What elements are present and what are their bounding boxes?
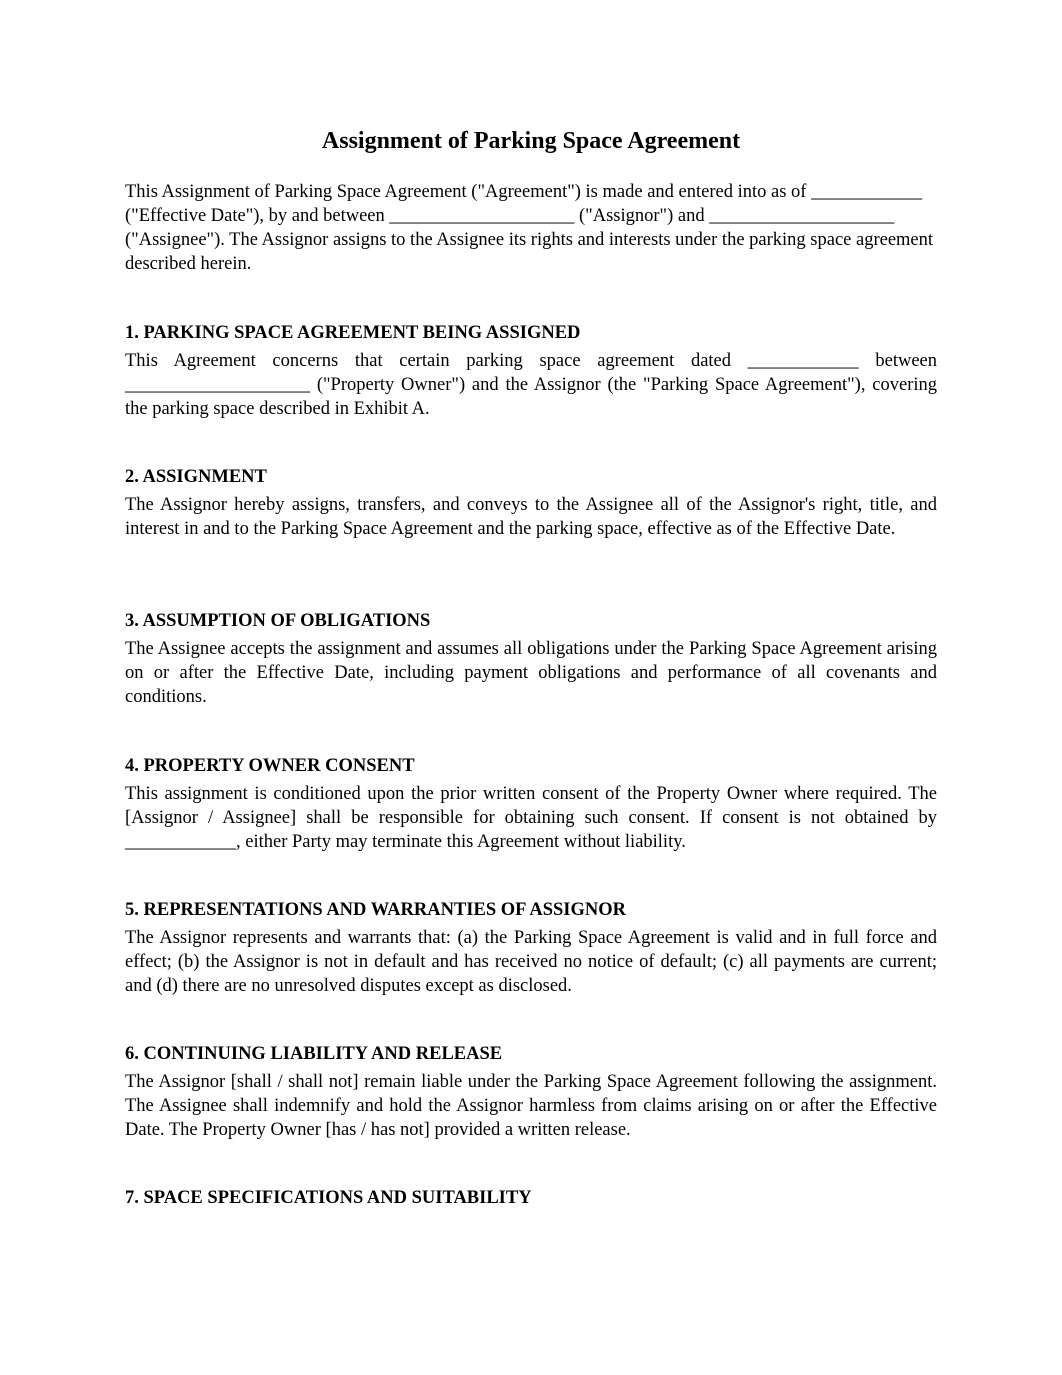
intro-paragraph: This Assignment of Parking Space Agreement ("Agreement") is made and entered into as of ____________ ("Effective Date"), by and between ____________________ ("Assignor") and ____________________ ("Assignee"). The Assignor assigns to the Assignee its rights and interests under the parking space agreement described herein. — [125, 182, 934, 274]
document-title: Assignment of Parking Space Agreement — [321, 128, 741, 154]
section-1-body: This Agreement concerns that certain parking space agreement dated ____________ between ____________________ ("Property Owner") and the Assignor (the "Parking Space Agreement"), covering the parking space described in Exhibit A. — [125, 351, 937, 419]
section-4-heading: 4. PROPERTY OWNER CONSENT — [125, 756, 415, 776]
section-6-heading: 6. CONTINUING LIABILITY AND RELEASE — [125, 1044, 503, 1064]
section-6-body: The Assignor [shall / shall not] remain liable under the Parking Space Agreement following the assignment. The Assignee shall indemnify and hold the Assignor harmless from claims arising on or after the Effective Date. The Property Owner [has / has not] provided a written release. — [125, 1072, 937, 1140]
section-3-body: The Assignee accepts the assignment and assumes all obligations under the Parking Space Agreement arising on or after the Effective Date, including payment obligations and performance of all covenants and conditions. — [125, 639, 937, 707]
section-3-heading: 3. ASSUMPTION OF OBLIGATIONS — [125, 611, 431, 631]
section-2-heading: 2. ASSIGNMENT — [125, 467, 267, 487]
section-2-body: The Assignor hereby assigns, transfers, and conveys to the Assignee all of the Assignor's right, title, and interest in and to the Parking Space Agreement and the parking space, effective as of the Effective Date. — [125, 495, 937, 539]
section-5-body: The Assignor represents and warrants that: (a) the Parking Space Agreement is valid and in full force and effect; (b) the Assignor is not in default and has received no notice of default; (c) all payments are current; and (d) there are no unresolved disputes except as disclosed. — [125, 928, 937, 996]
section-4-body: This assignment is conditioned upon the prior written consent of the Property Owner where required. The [Assignor / Assignee] shall be responsible for obtaining such consent. If consent is not obtained by ____________, either Party may terminate this Agreement without liability. — [125, 784, 937, 852]
section-5-heading: 5. REPRESENTATIONS AND WARRANTIES OF ASSIGNOR — [125, 900, 626, 920]
section-1-heading: 1. PARKING SPACE AGREEMENT BEING ASSIGNED — [125, 323, 581, 343]
section-7-heading: 7. SPACE SPECIFICATIONS AND SUITABILITY — [125, 1188, 532, 1208]
